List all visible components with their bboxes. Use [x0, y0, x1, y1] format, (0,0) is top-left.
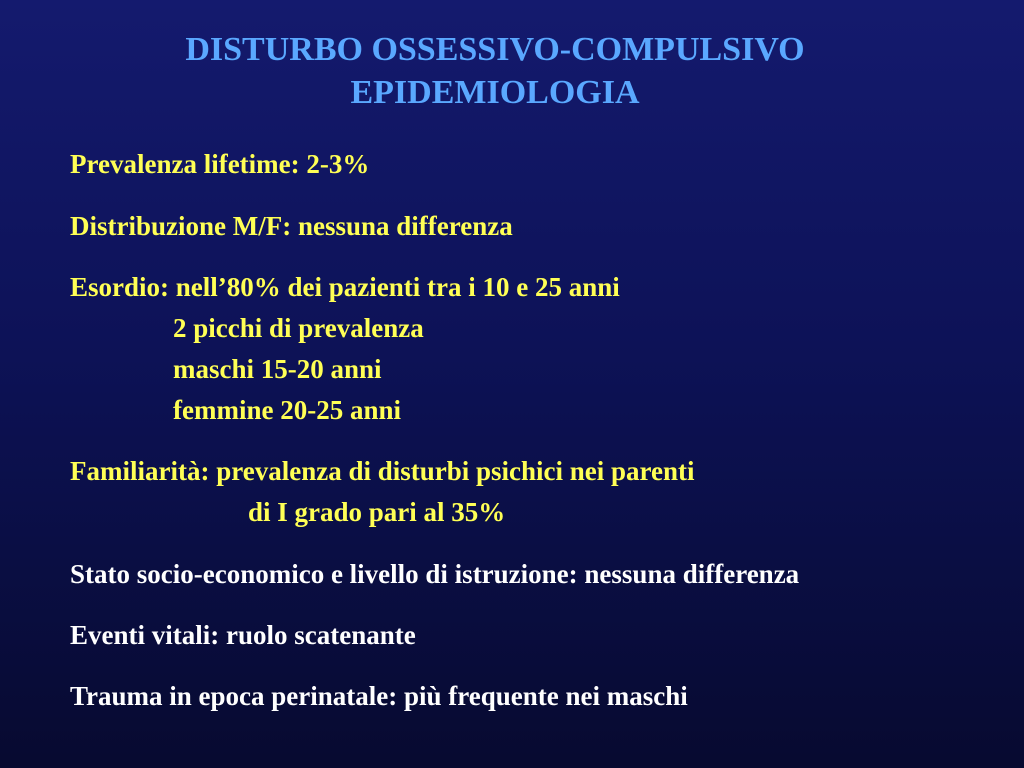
item-distribuzione: Distribuzione M/F: nessuna differenza [70, 211, 513, 241]
item-esordio-sub-2: maschi 15-20 anni [173, 354, 382, 384]
slide-title-line-2: EPIDEMIOLOGIA [350, 74, 640, 111]
item-familiarita-sub: di I grado pari al 35% [248, 497, 506, 527]
item-esordio: Esordio: nell’80% dei pazienti tra i 10 e 25 anni [70, 272, 620, 302]
item-stato: Stato socio-economico e livello di istruzione: nessuna differenza [70, 559, 800, 589]
item-trauma: Trauma in epoca perinatale: più frequente nei maschi [70, 681, 688, 711]
item-prevalenza: Prevalenza lifetime: 2-3% [70, 149, 370, 179]
item-esordio-sub-3: femmine 20-25 anni [173, 395, 401, 425]
item-familiarita: Familiarità: prevalenza di disturbi psichici nei parenti [70, 456, 695, 486]
slide-title-line-1: DISTURBO OSSESSIVO-COMPULSIVO [185, 31, 805, 68]
item-esordio-sub-1: 2 picchi di prevalenza [173, 313, 424, 343]
item-eventi: Eventi vitali: ruolo scatenante [70, 620, 416, 650]
